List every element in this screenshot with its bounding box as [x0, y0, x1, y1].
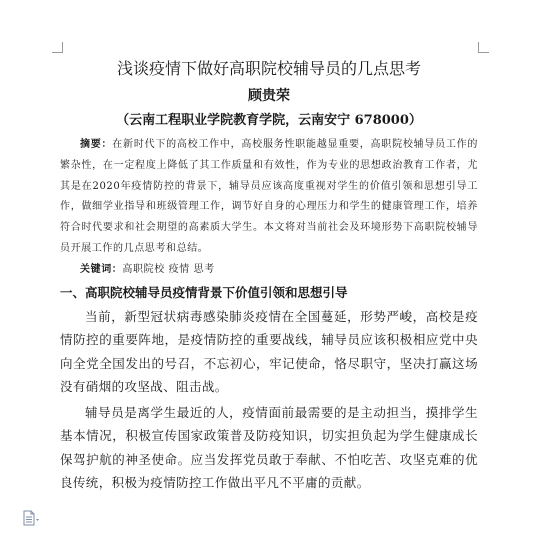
- keywords-text: 高职院校 疫情 思考: [122, 263, 215, 275]
- page-margin-corner-right: [478, 42, 489, 53]
- document-affiliation: （云南工程职业学院教育学院，云南安宁 678000）: [116, 113, 422, 128]
- abstract-label: 摘要：: [80, 139, 113, 150]
- keywords-label: 关键词：: [80, 263, 123, 275]
- keywords: [60, 260, 478, 280]
- abstract-text: 在新时代下的高校工作中，高校服务性职能越显重要，高职院校辅导员工作的繁杂性，在一定程度上降低了其工作质量和有效性，作为专业的思想政治教育工作者，尤其是在2020年疫情防控的背景下，辅导员应该高度重视对学生的价值引领和思想引导工作，做细学业指导和班级管理工作，调节好自身的心理压力和学生的健康管理工作，培养符合时代要求和社会期望的高素质大学生。本文将对当前社会及环境形势下高职院校辅导员开展工作的几点思考和总结。: [60, 139, 478, 254]
- body-paragraph-2: 辅导员是离学生最近的人，疫情面前最需要的是主动担当，摸排学生基本情况，积极宣传国家政策普及防疫知识，切实担负起为学生健康成长保驾护航的神圣使命。应当发挥党员敢于奉献、不怕吃苦、攻坚克难的优良传统，积极为疫情防控工作做出平凡不平庸的贡献。: [60, 404, 478, 491]
- document-page: [60, 58, 478, 495]
- document-author: 顾贵荣: [248, 88, 290, 104]
- document-title: 浅谈疫情下做好高职院校辅导员的几点思考: [116, 59, 421, 78]
- abstract: [60, 135, 478, 260]
- body-paragraph-1: 当前，新型冠状病毒感染肺炎疫情在全国蔓延，形势严峻，高校是疫情防控的重要阵地，是疫情防控的重要战线，辅导员应该积极相应党中央向全党全国发出的号召，不忘初心，牢记使命，恪尽职守，坚决打赢这场没有硝烟的攻坚战、阻击战。: [60, 308, 478, 395]
- page-margin-corner-left: [52, 42, 63, 53]
- section-heading: 一、高职院校辅导员疫情背景下价值引领和思想引导: [60, 284, 348, 300]
- document-icon[interactable]: [22, 510, 42, 526]
